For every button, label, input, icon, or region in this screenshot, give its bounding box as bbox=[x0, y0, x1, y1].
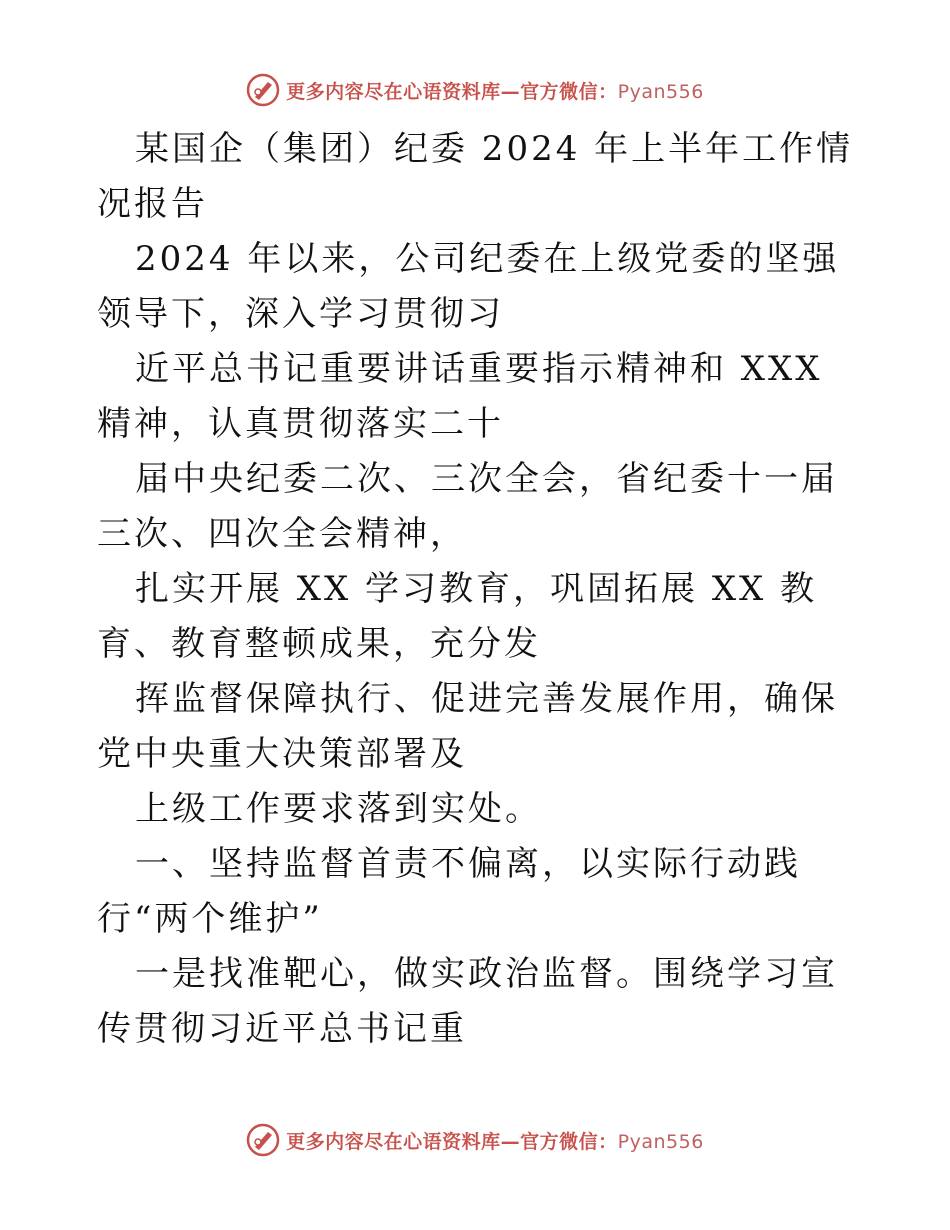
paragraph: 届中央纪委二次、三次全会，省纪委十一届三次、四次全会精神， bbox=[97, 459, 838, 554]
paragraph: 上级工作要求落到实处。 bbox=[135, 789, 542, 829]
document-body bbox=[97, 122, 857, 1057]
document-title: 某国企（集团）纪委 2024 年上半年工作情况报告 bbox=[97, 129, 854, 224]
watermark-text: 更多内容尽在心语资料库—官方微信：Pyan556 bbox=[286, 80, 704, 103]
paragraph: 扎实开展 XX 学习教育，巩固拓展 XX 教育、教育整顿成果，充分发 bbox=[97, 569, 818, 664]
watermark-text: 更多内容尽在心语资料库—官方微信：Pyan556 bbox=[286, 1130, 704, 1153]
paragraph: 挥监督保障执行、促进完善发展作用，确保党中央重大决策部署及 bbox=[97, 679, 838, 774]
watermark-banner-top bbox=[0, 70, 950, 110]
paragraph: 近平总书记重要讲话重要指示精神和 XXX 精神，认真贯彻落实二十 bbox=[97, 349, 823, 444]
brand-logo-icon bbox=[246, 1123, 280, 1157]
brand-logo-icon bbox=[246, 73, 280, 107]
watermark-account: Pyan556 bbox=[617, 80, 704, 103]
paragraph: 2024 年以来，公司纪委在上级党委的坚强领导下，深入学习贯彻习 bbox=[97, 239, 840, 334]
watermark-account: Pyan556 bbox=[617, 1130, 704, 1153]
watermark-banner-bottom bbox=[0, 1120, 950, 1160]
paragraph: 一是找准靶心，做实政治监督。围绕学习宣传贯彻习近平总书记重 bbox=[97, 954, 838, 1049]
section-heading: 一、坚持监督首责不偏离，以实际行动践行“两个维护” bbox=[97, 844, 801, 939]
